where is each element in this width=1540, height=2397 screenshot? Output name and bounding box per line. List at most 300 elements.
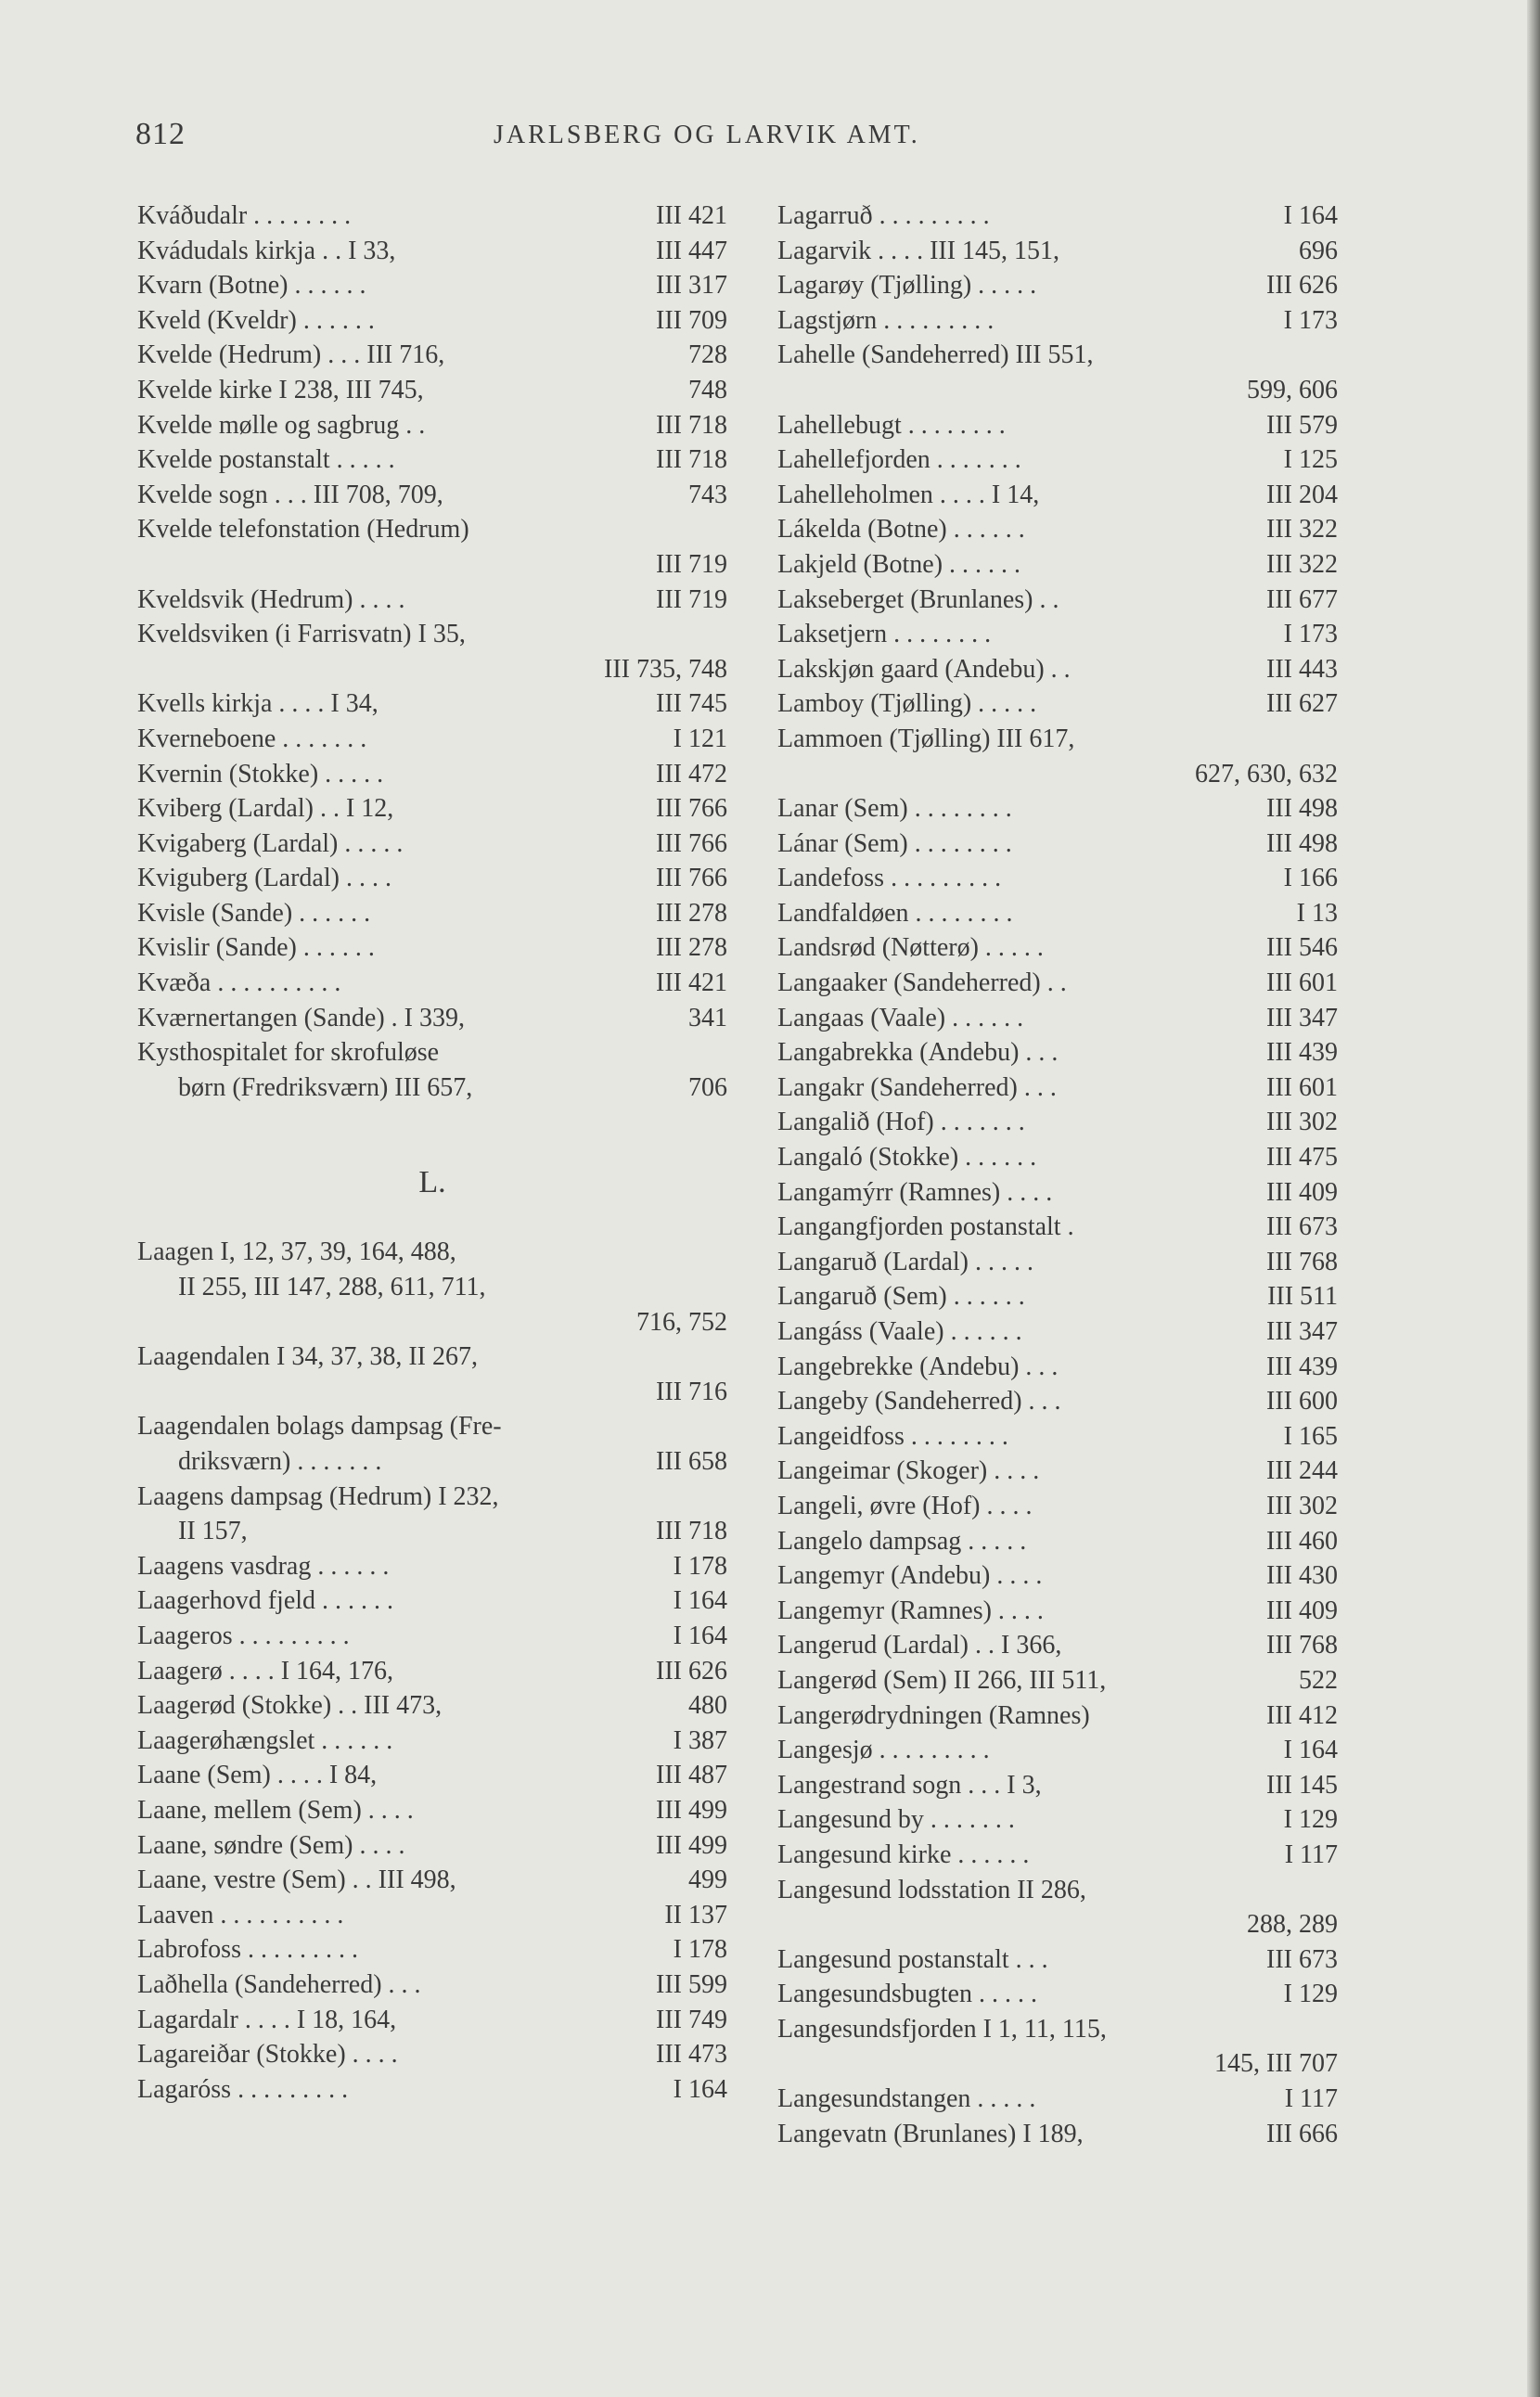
entry-text bbox=[818, 1907, 1238, 1942]
index-entry bbox=[777, 408, 1338, 443]
entry-reference bbox=[1328, 722, 1338, 757]
entry-reference bbox=[718, 1035, 727, 1070]
entry-reference: III 460 bbox=[1266, 1526, 1338, 1556]
index-entry bbox=[137, 722, 727, 757]
entry-text: Laagerød (Stokke) . . III 473, bbox=[137, 1691, 443, 1721]
entry-text bbox=[818, 373, 1238, 408]
entry-reference: III 447 bbox=[656, 236, 727, 265]
entry-text: Lamboy (Tjølling) . . . . . bbox=[777, 689, 1037, 719]
page-number: 812 bbox=[135, 117, 186, 151]
entry-reference: III 719 bbox=[656, 584, 727, 614]
index-entry bbox=[137, 268, 727, 303]
index-entry bbox=[137, 1793, 727, 1828]
entry-text: Kváðudalr . . . . . . . . bbox=[137, 201, 352, 230]
entry-reference: III 658 bbox=[656, 1447, 727, 1476]
entry-text: Kysthospitalet for skrofuløse bbox=[137, 1038, 440, 1068]
index-entry bbox=[777, 1140, 1338, 1175]
entry-reference: III 499 bbox=[656, 1830, 727, 1860]
entry-line bbox=[777, 1489, 1338, 1524]
entry-text: Langáss (Vaale) . . . . . . bbox=[777, 1317, 1022, 1346]
entry-line bbox=[137, 617, 727, 652]
entry-reference: III 430 bbox=[1266, 1561, 1338, 1591]
entry-text: Langerud (Lardal) . . I 366, bbox=[777, 1631, 1062, 1660]
index-entry bbox=[137, 861, 727, 896]
entry-text: Kveldsvik (Hedrum) . . . . bbox=[137, 584, 405, 614]
entry-text: Langelo dampsag . . . . . bbox=[777, 1526, 1027, 1556]
index-entry bbox=[777, 966, 1338, 1001]
entry-reference: III 145 bbox=[1266, 1770, 1338, 1800]
entry-line bbox=[137, 1583, 727, 1619]
entry-text: Langaaker (Sandeherred) . . bbox=[777, 968, 1067, 998]
entry-text: Langesund by . . . . . . . bbox=[777, 1805, 1015, 1835]
page-edge bbox=[1527, 0, 1540, 2397]
entry-reference: 706 bbox=[688, 1072, 727, 1102]
entry-reference: III 322 bbox=[1266, 549, 1338, 579]
index-entry bbox=[777, 1802, 1338, 1838]
index-entry bbox=[137, 930, 727, 966]
entries-l bbox=[137, 1235, 727, 2107]
entry-continuation-line bbox=[777, 1907, 1338, 1942]
entry-text: Langemyr (Ramnes) . . . . bbox=[777, 1596, 1044, 1625]
entry-text: Lagarøy (Tjølling) . . . . . bbox=[777, 271, 1037, 301]
entry-line bbox=[777, 268, 1338, 303]
entry-continuation-line bbox=[137, 1375, 727, 1410]
entry-text: Langesundstangen . . . . . bbox=[777, 2084, 1036, 2114]
entry-text: Lahelle (Sandeherred) III 551, bbox=[777, 340, 1094, 370]
entry-reference: 728 bbox=[688, 340, 727, 370]
entry-line bbox=[137, 583, 727, 618]
index-entry bbox=[137, 1409, 727, 1479]
entry-reference: III 718 bbox=[656, 410, 727, 440]
entry-reference: III 718 bbox=[656, 1517, 727, 1546]
entry-line bbox=[777, 1314, 1338, 1350]
entry-line bbox=[777, 1070, 1338, 1106]
index-entry bbox=[137, 1035, 727, 1105]
entry-text: Langebrekke (Andebu) . . . bbox=[777, 1352, 1059, 1381]
entry-line bbox=[777, 1524, 1338, 1559]
entry-line bbox=[137, 478, 727, 513]
entry-line bbox=[777, 1454, 1338, 1489]
entry-text: Kværnertangen (Sande) . I 339, bbox=[137, 1003, 466, 1032]
entry-text: Langesund postanstalt . . . bbox=[777, 1944, 1048, 1974]
index-entry bbox=[777, 930, 1338, 966]
entry-reference: 627, 630, 632 bbox=[1195, 759, 1338, 788]
entry-reference: III 498 bbox=[1266, 828, 1338, 858]
index-entry bbox=[777, 1838, 1338, 1873]
entry-text: Laagendalen bolags dampsag (Fre- bbox=[137, 1412, 502, 1442]
index-entry bbox=[137, 1654, 727, 1689]
running-title: JARLSBERG OG LARVIK AMT. bbox=[494, 121, 920, 149]
entry-line bbox=[137, 1549, 727, 1584]
entry-text bbox=[178, 1305, 627, 1340]
entry-text: Kverneboene . . . . . . . bbox=[137, 724, 367, 753]
index-entry bbox=[777, 652, 1338, 687]
index-entry bbox=[777, 896, 1338, 931]
index-entry bbox=[137, 2037, 727, 2072]
entry-line bbox=[777, 1594, 1338, 1629]
entry-text: Lagarvik . . . . III 145, 151, bbox=[777, 236, 1060, 265]
entry-reference: III 278 bbox=[656, 898, 727, 928]
entry-reference: III 204 bbox=[1266, 480, 1338, 509]
entry-reference: III 347 bbox=[1266, 1317, 1338, 1346]
index-column-left bbox=[137, 199, 727, 2107]
entries-k bbox=[137, 199, 727, 1105]
entry-text: Langeby (Sandeherred) . . . bbox=[777, 1387, 1061, 1416]
entry-line bbox=[137, 1340, 727, 1375]
entry-text: Lagareiðar (Stokke) . . . . bbox=[137, 2040, 398, 2070]
entry-reference: III 601 bbox=[1266, 968, 1338, 998]
entry-continuation-line bbox=[137, 1444, 727, 1480]
entry-text: Kvæða . . . . . . . . . . bbox=[137, 968, 341, 998]
entry-reference: III 626 bbox=[1266, 271, 1338, 301]
entry-text bbox=[178, 547, 647, 583]
entry-text: Landfaldøen . . . . . . . . bbox=[777, 898, 1013, 928]
entry-line bbox=[777, 1698, 1338, 1734]
entry-line bbox=[777, 1558, 1338, 1594]
index-entry bbox=[137, 234, 727, 269]
index-entry bbox=[777, 686, 1338, 722]
entry-text: Langaas (Vaale) . . . . . . bbox=[777, 1003, 1024, 1032]
entry-reference: I 173 bbox=[1283, 305, 1338, 335]
entry-text: Laagerøhængslet . . . . . . bbox=[137, 1725, 393, 1755]
entry-reference: 499 bbox=[688, 1865, 727, 1895]
entry-line bbox=[777, 1628, 1338, 1663]
entry-text: Laane, vestre (Sem) . . III 498, bbox=[137, 1865, 456, 1895]
entry-text: Langestrand sogn . . . I 3, bbox=[777, 1770, 1042, 1800]
index-entry bbox=[777, 827, 1338, 862]
entry-text: Kveld (Kveldr) . . . . . . bbox=[137, 305, 375, 335]
index-entry bbox=[137, 303, 727, 339]
entry-text: Kvarn (Botne) . . . . . . bbox=[137, 271, 366, 301]
index-entry bbox=[137, 338, 727, 373]
index-entry bbox=[777, 199, 1338, 234]
entry-continuation-line bbox=[777, 757, 1338, 792]
entry-line bbox=[137, 827, 727, 862]
entry-continuation-line bbox=[137, 547, 727, 583]
entry-text: II 255, III 147, 288, 611, 711, bbox=[178, 1273, 486, 1302]
entry-line bbox=[137, 442, 727, 478]
entry-reference: III 412 bbox=[1266, 1700, 1338, 1730]
entry-line bbox=[777, 2117, 1338, 2152]
entry-line bbox=[137, 512, 727, 547]
entry-line bbox=[137, 199, 727, 234]
entry-line bbox=[777, 617, 1338, 652]
entry-line bbox=[777, 1419, 1338, 1455]
entry-line bbox=[777, 1942, 1338, 1978]
entry-reference: III 626 bbox=[656, 1656, 727, 1686]
index-entry bbox=[137, 583, 727, 618]
index-entry bbox=[137, 896, 727, 931]
entry-line bbox=[137, 1235, 727, 1270]
index-entry bbox=[777, 791, 1338, 827]
entry-text: Langeimar (Skoger) . . . . bbox=[777, 1456, 1040, 1486]
index-entry bbox=[137, 1863, 727, 1898]
entry-text: II 157, bbox=[178, 1517, 248, 1546]
entry-reference: III 487 bbox=[656, 1761, 727, 1790]
entry-line bbox=[777, 547, 1338, 583]
entry-reference: I 166 bbox=[1283, 864, 1338, 893]
index-entry bbox=[777, 1419, 1338, 1455]
entry-text: Lagstjørn . . . . . . . . . bbox=[777, 305, 995, 335]
entry-text: Lakjeld (Botne) . . . . . . bbox=[777, 549, 1021, 579]
index-entry bbox=[137, 827, 727, 862]
index-entry bbox=[777, 1768, 1338, 1803]
entry-text: Lagaróss . . . . . . . . . bbox=[137, 2074, 349, 2104]
entry-reference: I 164 bbox=[673, 1586, 727, 1616]
entry-text: Labrofoss . . . . . . . . . bbox=[137, 1935, 358, 1965]
entry-reference: I 178 bbox=[673, 1935, 727, 1965]
entry-line bbox=[777, 338, 1338, 373]
entry-text: Laaven . . . . . . . . . . bbox=[137, 1900, 344, 1929]
entry-reference: III 317 bbox=[656, 271, 727, 301]
index-entry bbox=[777, 1175, 1338, 1211]
index-entry bbox=[137, 2072, 727, 2108]
entry-reference: 522 bbox=[1299, 1665, 1338, 1695]
entry-reference: III 439 bbox=[1266, 1038, 1338, 1068]
entry-text: Langamýrr (Ramnes) . . . . bbox=[777, 1177, 1053, 1207]
entry-text: Lammoen (Tjølling) III 617, bbox=[777, 724, 1075, 753]
entry-reference: I 129 bbox=[1283, 1805, 1338, 1835]
entry-text: Laane, mellem (Sem) . . . . bbox=[137, 1795, 414, 1825]
entry-reference: I 178 bbox=[673, 1551, 727, 1581]
entry-reference: III 579 bbox=[1266, 410, 1338, 440]
entry-line bbox=[777, 1873, 1338, 1908]
entry-text: Langaló (Stokke) . . . . . . bbox=[777, 1143, 1037, 1173]
entry-text: Kvernin (Stokke) . . . . . bbox=[137, 759, 384, 788]
entry-text: Kvelde postanstalt . . . . . bbox=[137, 445, 395, 475]
index-entry bbox=[137, 791, 727, 827]
index-entry bbox=[137, 1480, 727, 1549]
index-entry bbox=[777, 1245, 1338, 1280]
index-entry bbox=[777, 1558, 1338, 1594]
entry-reference bbox=[718, 1480, 727, 1515]
index-entry bbox=[777, 303, 1338, 339]
entry-reference: III 627 bbox=[1266, 689, 1338, 719]
entry-text: Lakseberget (Brunlanes) . . bbox=[777, 584, 1059, 614]
entry-line bbox=[137, 2003, 727, 2038]
index-entry bbox=[137, 1619, 727, 1654]
entries-l-cont bbox=[777, 199, 1338, 2151]
entry-text: Langabrekka (Andebu) . . . bbox=[777, 1038, 1059, 1068]
entry-reference bbox=[1328, 1873, 1338, 1908]
index-entry bbox=[137, 199, 727, 234]
entry-text: Langesjø . . . . . . . . . bbox=[777, 1736, 990, 1765]
index-entry bbox=[137, 1583, 727, 1619]
index-entry bbox=[777, 2117, 1338, 2152]
entry-reference: I 173 bbox=[1283, 620, 1338, 649]
entry-text: Langerød (Sem) II 266, III 511, bbox=[777, 1665, 1107, 1695]
index-entry bbox=[137, 1968, 727, 2003]
entry-text: Kviguberg (Lardal) . . . . bbox=[137, 864, 391, 893]
entry-continuation-line bbox=[137, 1070, 727, 1106]
entry-line bbox=[777, 896, 1338, 931]
entry-reference: III 302 bbox=[1266, 1108, 1338, 1137]
entry-text: Kviberg (Lardal) . . I 12, bbox=[137, 794, 394, 824]
entry-line bbox=[137, 408, 727, 443]
index-entry bbox=[777, 1001, 1338, 1036]
index-entry bbox=[777, 1873, 1338, 1942]
index-entry bbox=[137, 686, 727, 722]
index-entry bbox=[777, 1663, 1338, 1698]
entry-line bbox=[777, 234, 1338, 269]
entry-line bbox=[777, 966, 1338, 1001]
entry-reference: III 709 bbox=[656, 305, 727, 335]
entry-line bbox=[137, 861, 727, 896]
entry-line bbox=[777, 861, 1338, 896]
entry-text: Laagendalen I 34, 37, 38, II 267, bbox=[137, 1342, 478, 1372]
entry-reference bbox=[718, 1409, 727, 1444]
entry-text: Lákelda (Botne) . . . . . . bbox=[777, 515, 1025, 545]
entry-line bbox=[137, 1654, 727, 1689]
index-entry bbox=[137, 1898, 727, 1933]
entry-line bbox=[777, 1733, 1338, 1768]
entry-text bbox=[818, 2046, 1205, 2082]
entry-reference: I 129 bbox=[1283, 1980, 1338, 2009]
entry-text: Kvádudals kirkja . . I 33, bbox=[137, 236, 396, 265]
index-entry bbox=[777, 1698, 1338, 1734]
entry-line bbox=[137, 1035, 727, 1070]
entry-line bbox=[777, 2012, 1338, 2047]
entry-reference: 716, 752 bbox=[636, 1307, 727, 1337]
entry-reference: III 347 bbox=[1266, 1003, 1338, 1032]
entry-line bbox=[777, 1350, 1338, 1385]
entry-reference: III 599 bbox=[656, 1969, 727, 1999]
entry-text: Langerødrydningen (Ramnes) bbox=[777, 1700, 1090, 1730]
entry-line bbox=[777, 1768, 1338, 1803]
index-entry bbox=[777, 478, 1338, 513]
entry-text bbox=[178, 1375, 647, 1410]
entry-reference: 288, 289 bbox=[1247, 1910, 1338, 1940]
entry-reference: I 165 bbox=[1283, 1421, 1338, 1451]
index-entry bbox=[137, 2003, 727, 2038]
index-entry bbox=[137, 442, 727, 478]
entry-reference: III 244 bbox=[1266, 1456, 1338, 1486]
entry-text: Langaruð (Lardal) . . . . . bbox=[777, 1247, 1033, 1276]
entry-reference: III 498 bbox=[1266, 794, 1338, 824]
entry-reference: 341 bbox=[688, 1003, 727, 1032]
entry-text: Langevatn (Brunlanes) I 189, bbox=[777, 2119, 1084, 2148]
index-entry bbox=[777, 442, 1338, 478]
entry-text: Kvislir (Sande) . . . . . . bbox=[137, 933, 375, 963]
entry-reference: 599, 606 bbox=[1247, 375, 1338, 404]
entry-continuation-line bbox=[137, 1305, 727, 1340]
entry-reference: III 600 bbox=[1266, 1387, 1338, 1416]
entry-reference: III 677 bbox=[1266, 584, 1338, 614]
entry-reference: III 443 bbox=[1266, 654, 1338, 684]
index-entry bbox=[137, 1235, 727, 1340]
entry-reference: III 439 bbox=[1266, 1352, 1338, 1381]
index-entry bbox=[777, 268, 1338, 303]
entry-text: Lagardalr . . . . I 18, 164, bbox=[137, 2005, 397, 2034]
entry-text: Lahelleholmen . . . . I 14, bbox=[777, 480, 1040, 509]
entry-text: Lakskjøn gaard (Andebu) . . bbox=[777, 654, 1071, 684]
entry-reference: III 421 bbox=[656, 201, 727, 230]
entry-text: Lánar (Sem) . . . . . . . . bbox=[777, 828, 1012, 858]
index-entry bbox=[777, 1524, 1338, 1559]
entry-text: Langalið (Hof) . . . . . . . bbox=[777, 1108, 1025, 1137]
entry-line bbox=[777, 1210, 1338, 1245]
index-entry bbox=[137, 512, 727, 582]
entry-reference: 145, III 707 bbox=[1214, 2049, 1338, 2079]
index-entry bbox=[777, 1105, 1338, 1140]
entry-reference: III 278 bbox=[656, 933, 727, 963]
entry-reference: II 137 bbox=[664, 1900, 727, 1929]
entry-text: Langangfjorden postanstalt . bbox=[777, 1212, 1074, 1242]
entry-reference: III 718 bbox=[656, 445, 727, 475]
entry-reference: III 666 bbox=[1266, 2119, 1338, 2148]
entry-continuation-line bbox=[137, 1514, 727, 1549]
entry-line bbox=[137, 1724, 727, 1759]
entry-reference: III 766 bbox=[656, 794, 727, 824]
index-entry bbox=[137, 1828, 727, 1864]
entry-text: Laagen I, 12, 37, 39, 164, 488, bbox=[137, 1237, 456, 1267]
index-entry bbox=[137, 1932, 727, 1968]
entry-line bbox=[137, 791, 727, 827]
index-entry bbox=[137, 1688, 727, 1724]
entry-reference: III 511 bbox=[1267, 1282, 1338, 1312]
index-entry bbox=[777, 1454, 1338, 1489]
entry-line bbox=[137, 1758, 727, 1793]
entry-line bbox=[777, 827, 1338, 862]
entry-text bbox=[818, 757, 1186, 792]
entry-text: Lahellefjorden . . . . . . . bbox=[777, 445, 1021, 475]
entry-reference: 743 bbox=[688, 480, 727, 509]
entry-line bbox=[137, 1619, 727, 1654]
entry-text: Lagarruð . . . . . . . . . bbox=[777, 201, 990, 230]
entry-line bbox=[777, 442, 1338, 478]
entry-line bbox=[777, 722, 1338, 757]
entry-line bbox=[137, 1409, 727, 1444]
index-entry bbox=[777, 338, 1338, 407]
entry-line bbox=[137, 1932, 727, 1968]
entry-text: Laane, søndre (Sem) . . . . bbox=[137, 1830, 405, 1860]
section-letter: L. bbox=[418, 1165, 446, 1200]
entry-line bbox=[777, 1140, 1338, 1175]
index-entry bbox=[777, 1035, 1338, 1070]
entry-reference: I 121 bbox=[673, 724, 727, 753]
entry-line bbox=[137, 1898, 727, 1933]
entry-reference: I 13 bbox=[1296, 898, 1338, 928]
entry-text: Langeli, øvre (Hof) . . . . bbox=[777, 1491, 1033, 1520]
entry-line bbox=[777, 512, 1338, 547]
index-entry bbox=[777, 1384, 1338, 1419]
entry-line bbox=[777, 478, 1338, 513]
index-column-right bbox=[777, 199, 1338, 2151]
entry-text: Langesundsbugten . . . . . bbox=[777, 1980, 1037, 2009]
entry-reference bbox=[718, 617, 727, 652]
entry-text: Lanar (Sem) . . . . . . . . bbox=[777, 794, 1012, 824]
entry-line bbox=[777, 199, 1338, 234]
entry-text: børn (Fredriksværn) III 657, bbox=[178, 1072, 473, 1102]
index-entry bbox=[777, 617, 1338, 652]
entry-reference: III 719 bbox=[656, 549, 727, 579]
entry-reference bbox=[1328, 338, 1338, 373]
entry-text: Langeidfoss . . . . . . . . bbox=[777, 1421, 1008, 1451]
entry-reference bbox=[718, 1340, 727, 1375]
entry-line bbox=[777, 1384, 1338, 1419]
entry-text: Laane (Sem) . . . . I 84, bbox=[137, 1761, 378, 1790]
entry-reference: III 673 bbox=[1266, 1212, 1338, 1242]
index-entry bbox=[777, 2012, 1338, 2082]
entry-line bbox=[777, 1105, 1338, 1140]
entry-text: Kvelde kirke I 238, III 745, bbox=[137, 375, 424, 404]
index-entry bbox=[137, 478, 727, 513]
entry-reference: III 322 bbox=[1266, 515, 1338, 545]
entry-reference: III 409 bbox=[1266, 1177, 1338, 1207]
entry-line bbox=[137, 896, 727, 931]
entry-line bbox=[777, 930, 1338, 966]
index-entry bbox=[777, 1628, 1338, 1663]
